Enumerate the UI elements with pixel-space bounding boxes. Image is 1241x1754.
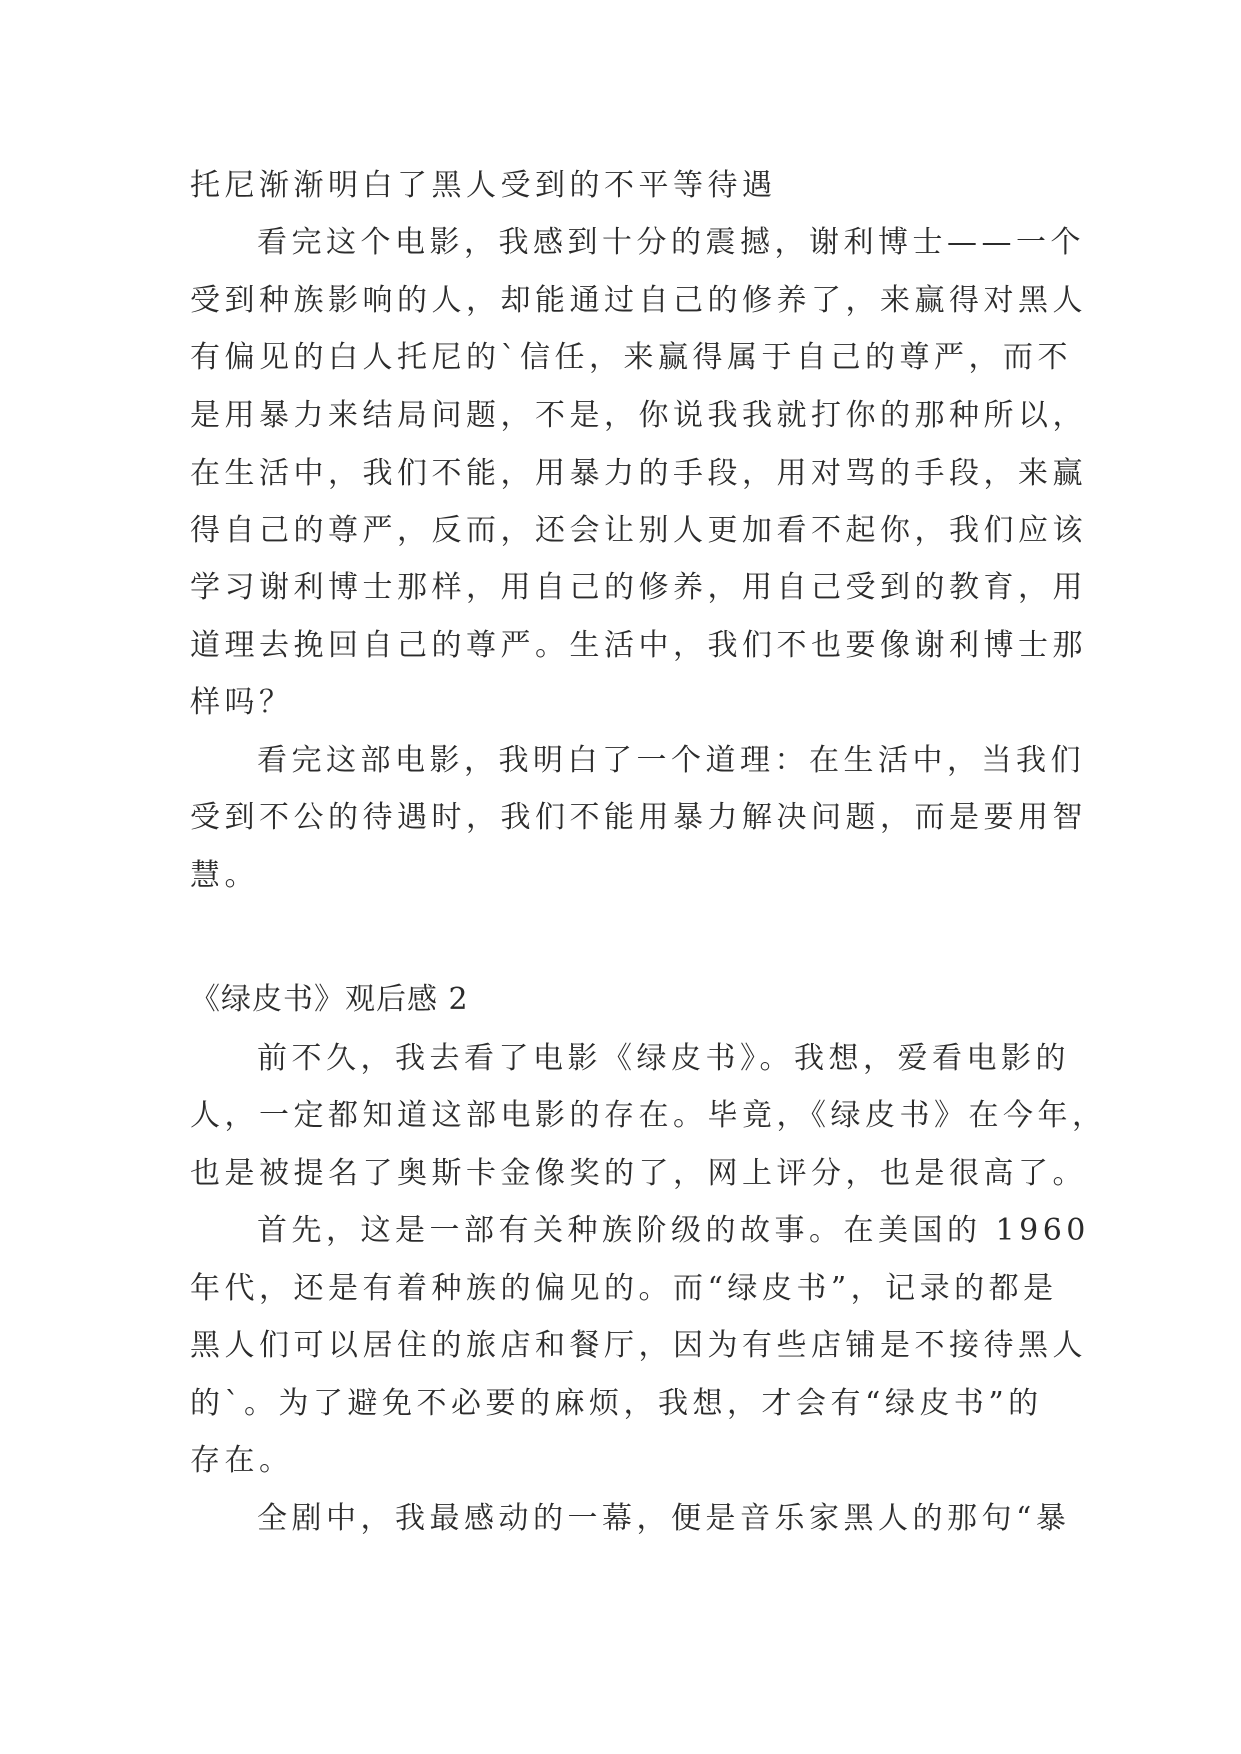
paragraph-first-line: 首先，这是一部有关种族阶级的故事。在美国的 1960 (257, 1213, 1090, 1248)
text-line: 托尼渐渐明白了黑人受到的不平等待遇 (190, 168, 777, 203)
text-line: 在生活中，我们不能，用暴力的手段，用对骂的手段，来赢 (190, 456, 1087, 491)
text-line: 也是被提名了奥斯卡金像奖的了，网上评分，也是很高了。 (190, 1156, 1087, 1191)
text-line: 学习谢利博士那样，用自己的修养，用自己受到的教育，用 (190, 570, 1087, 605)
text-line: 存在。 (190, 1443, 294, 1478)
text-line: 样吗？ (190, 685, 294, 720)
paragraph-first-line: 看完这部电影，我明白了一个道理：在生活中，当我们 (257, 743, 1085, 778)
text-line: 年代，还是有着种族的偏见的。而“绿皮书”，记录的都是 (190, 1271, 1058, 1306)
text-line: 受到不公的待遇时，我们不能用暴力解决问题，而是要用智 (190, 800, 1087, 835)
text-line: 人，一定都知道这部电影的存在。毕竟，《绿皮书》在今年， (190, 1098, 1107, 1133)
text-line: 慧。 (190, 858, 259, 893)
text-line: 受到种族影响的人，却能通过自己的修养了，来赢得对黑人 (190, 283, 1087, 318)
text-line: 的`。为了避免不必要的麻烦，我想，才会有“绿皮书”的 (190, 1386, 1043, 1421)
section-heading: 《绿皮书》观后感 2 (190, 982, 469, 1017)
text-line: 有偏见的白人托尼的`信任，来赢得属于自己的尊严，而不 (190, 340, 1072, 375)
paragraph-first-line: 全剧中，我最感动的一幕，便是音乐家黑人的那句“暴 (257, 1501, 1071, 1536)
text-line: 是用暴力来结局问题，不是，你说我我就打你的那种所以， (190, 398, 1087, 433)
text-line: 得自己的尊严，反而，还会让别人更加看不起你，我们应该 (190, 513, 1087, 548)
paragraph-first-line: 前不久，我去看了电影《绿皮书》。我想，爱看电影的 (257, 1041, 1070, 1076)
paragraph-first-line: 看完这个电影，我感到十分的震撼，谢利博士——一个 (257, 225, 1085, 260)
text-line: 黑人们可以居住的旅店和餐厅，因为有些店铺是不接待黑人 (190, 1328, 1087, 1363)
text-line: 道理去挽回自己的尊严。生活中，我们不也要像谢利博士那 (190, 628, 1087, 663)
